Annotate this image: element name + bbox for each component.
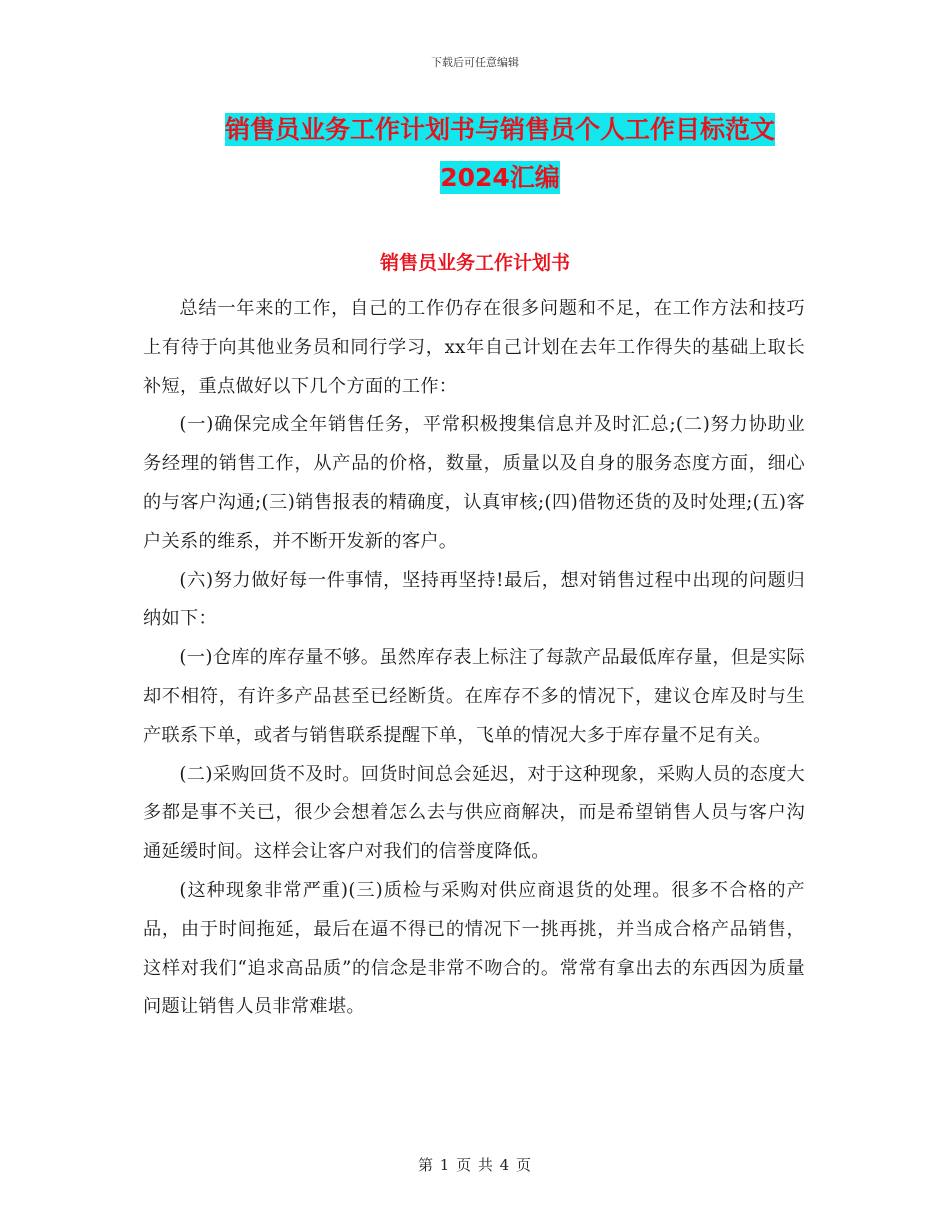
- paragraph: (一)确保完成全年销售任务，平常积极搜集信息并及时汇总;(二)努力协助业务经理的销售工作，从产品的价格，数量，质量以及自身的服务态度方面，细心的与客户沟通;(三)销售报表的精确度，认真审核;(四)借物还货的及时处理;(五)客户关系的维系，并不断开发新的客户。: [143, 414, 805, 552]
- title-line-2: 2024汇编: [440, 163, 560, 192]
- section-title: 销售员业务工作计划书: [379, 252, 570, 274]
- document-title: [120, 106, 880, 202]
- body-text: [143, 290, 805, 1027]
- header-note: 下载后可任意编辑: [431, 56, 519, 69]
- paragraph: 总结一年来的工作，自己的工作仍存在很多问题和不足，在工作方法和技巧上有待于向其他业务员和同行学习，xx年自己计划在去年工作得失的基础上取长补短，重点做好以下几个方面的工作：: [143, 298, 805, 397]
- paragraph: (一)仓库的库存量不够。虽然库存表上标注了每款产品最低库存量，但是实际却不相符，有许多产品甚至已经断货。在库存不多的情况下，建议仓库及时与生产联系下单，或者与销售联系提醒下单，飞单的情况大多于库存量不足有关。: [143, 647, 805, 746]
- paragraph: (二)采购回货不及时。回货时间总会延迟，对于这种现象，采购人员的态度大多都是事不关已，很少会想着怎么去与供应商解决，而是希望销售人员与客户沟通延缓时间。这样会让客户对我们的信誉度降低。: [143, 763, 805, 863]
- paragraph: (六)努力做好每一件事情，坚持再坚持!最后，想对销售过程中出现的问题归纳如下：: [143, 569, 805, 630]
- paragraph: (这种现象非常严重)(三)质检与采购对供应商退货的处理。很多不合格的产品，由于时间拖延，最后在逼不得已的情况下一挑再挑，并当成合格产品销售，这样对我们“追求高品质”的信念是非常不吻合的。常常有拿出去的东西因为质量问题让销售人员非常难堪。: [143, 879, 805, 1018]
- title-line-1: 销售员业务工作计划书与销售员个人工作目标范文: [224, 115, 775, 144]
- page-footer: 第 1 页 共 4 页: [418, 1156, 532, 1174]
